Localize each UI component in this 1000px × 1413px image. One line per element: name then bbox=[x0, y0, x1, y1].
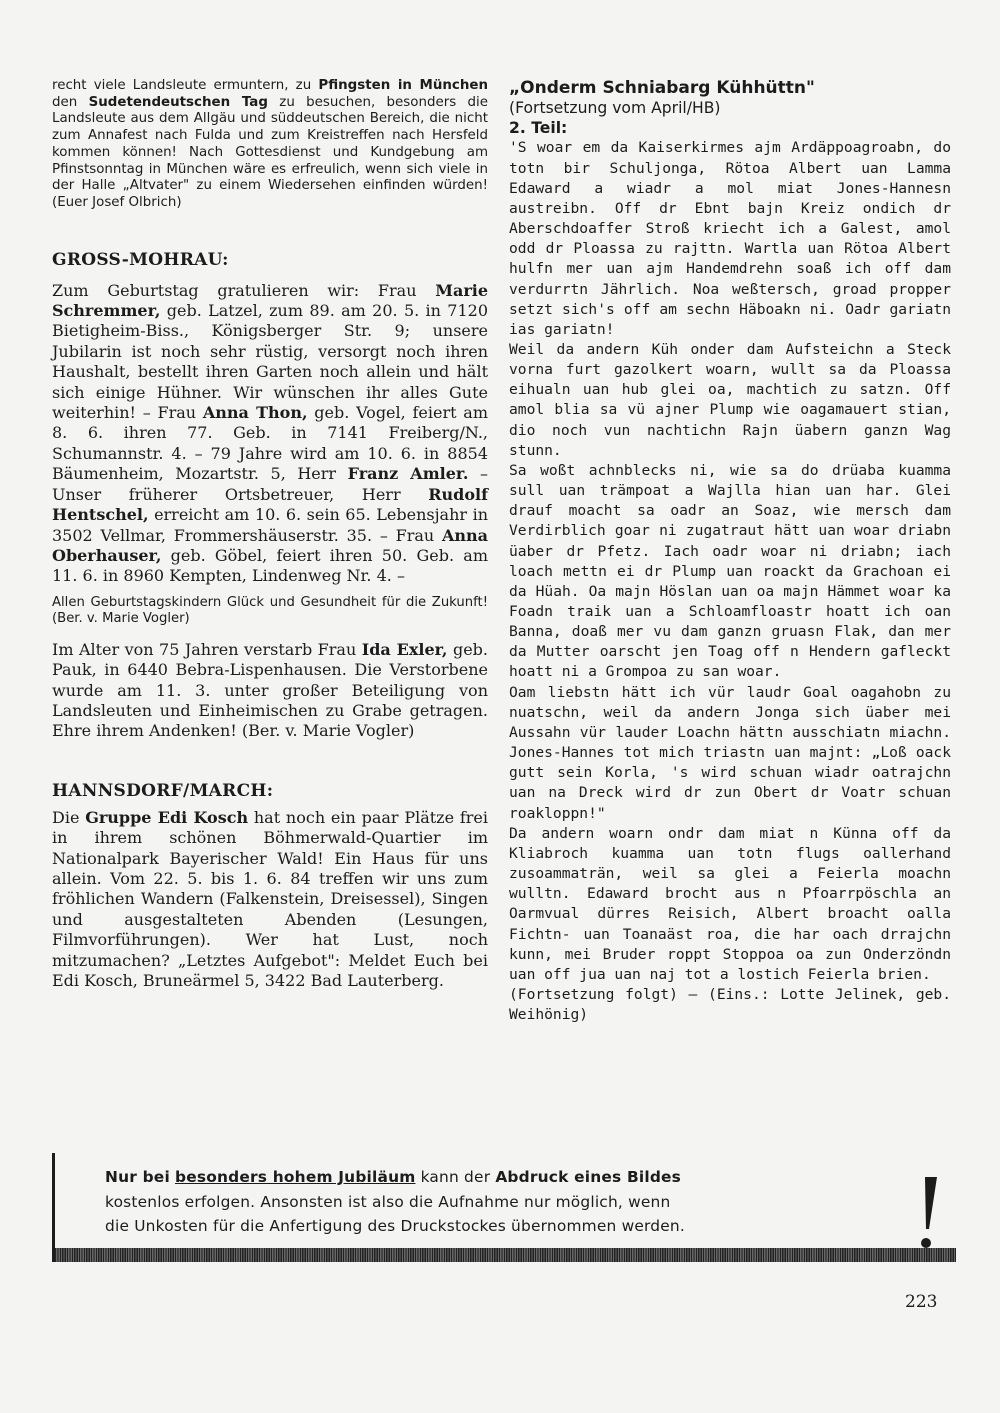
page-number: 223 bbox=[905, 1292, 938, 1312]
hannsdorf-heading: HANNSDORF/MARCH: bbox=[52, 780, 274, 801]
notice-line-2: kostenlos erfolgen. Ansonsten ist also die Aufnahme nur möglich, wenn bbox=[105, 1192, 671, 1211]
notice-bottom-bar bbox=[55, 1248, 956, 1262]
story-title: „Onderm Schniabarg Kühhüttn" bbox=[509, 78, 815, 98]
gross-mohrau-heading: GROSS-MOHRAU: bbox=[52, 249, 229, 270]
exclamation-icon bbox=[913, 1173, 943, 1253]
notice-line-1: Nur bei besonders hohem Jubiläum kann der Abdruck eines Bildes bbox=[105, 1168, 682, 1186]
gross-mohrau-obituary: Im Alter von 75 Jahren verstarb Frau Ida Exler, geb. Pauk, in 6440 Bebra-Lispenhausen. Die Verstorbene wurde am 11. 3. unter großer Beteiligung von Landsleuten und Einheimischen zu Grabe getragen. Ehre ihrem Andenken! (Ber. v. Marie Vogler) bbox=[52, 639, 489, 741]
gross-mohrau-note: Allen Geburtstagskindern Glück und Gesundheit für die Zukunft! (Ber. v. Marie Vogler) bbox=[52, 594, 488, 627]
intro-paragraph: recht viele Landsleute ermuntern, zu Pfingsten in München den Sudetendeutschen Tag zu besuchen, besonders die Landsleute aus dem Allgäu und süddeutschen Bereich, die nicht zum Annafest nach Fulda und zum Kreistreffen nach Hersfeld kommen können! Nach Gottesdienst und Kundgebung am Pfinstsonntag in München wäre es erfreulich, wenn sich viele in der Halle „Altvater" zu einem Wiedersehen einfinden würden! (Euer Josef Olbrich) bbox=[52, 78, 488, 210]
right-column bbox=[509, 78, 951, 1025]
story-paragraph: Oam liebstn hätt ich vür laudr Goal oagahobn zu nuatschn, weil da andern Jonga sich üaber mei Aussahn vür lauder Loachn hättn ausschiatn miachn. Jones-Hannes tot mich triastn uan majnt: „Loß oack gutt sein Korla, 's wird schuan wiadr oatrajchn uan na Dreck wird dr zun Obert dr Voatr schuan roakloppn!" bbox=[509, 683, 951, 822]
notice-box bbox=[52, 1153, 953, 1262]
notice-text bbox=[105, 1165, 860, 1239]
hannsdorf-paragraph: Die Gruppe Edi Kosch hat noch ein paar Plätze frei in ihrem schönen Böhmerwald-Quartier im Nationalpark Bayerischer Wald! Ein Haus für uns allein. Vom 22. 5. bis 1. 6. 84 treffen wir uns zum fröhlichen Wandern (Falkenstein, Dreisessel), Singen und ausgestalteten Abenden (Lesungen, Filmvorführungen). Wer hat Lust, noch mitzumachen? „Letztes Aufgebot": Meldet Euch bei Edi Kosch, Bruneärmel 5, 3422 Bad Lauterberg. bbox=[52, 807, 489, 990]
story-paragraph: Da andern woarn ondr dam miat n Künna off da Kliabroch kuamma uan totn flugs oallerhand zusoammaträn, weil sa glei a Feierla moachn wulltn. Edaward brocht aus n Pfoarrpöschla an Oarmvual dürres Reisich, Albert broacht oalla Fichtn- uan Toanaäst roa, die har oach drrajchn kunn, mei Bruder roppt Stoppoa oa zun Onderzöndn uan off jua uan naj tot a lostich Feierla brien. bbox=[509, 824, 951, 983]
story-continuation-note: (Fortsetzung folgt) – (Eins.: Lotte Jelinek, geb. Weihönig) bbox=[509, 985, 951, 1024]
story-part: 2. Teil: bbox=[509, 119, 568, 138]
story-paragraph: Sa woßt achnblecks ni, wie sa do drüaba kuamma sull uan trämpoat a Wajlla hian uan har. Glei drauf moacht sa oadr an Soaz, wie mersch dam Verdirblich goar ni zugatraut hätt uan woar driabn üaber dr Pfetz. Iach oadr woar ni driabn; iach loach mettn ei dr Plump uan roackt da Grachoan ei da Hüah. Oa majn Höslan uan oa majn Hämmet woar ka Foadn traik uan a Schloamfloastr hoatt ich oan Banna, doaß mer vu dam ganzn gruasn Flak, dan mer da Mutter oarscht jen Toag off n Hendern gafleckt hoatt ni a Grompoa zu san woar. bbox=[509, 461, 951, 681]
story-subtitle: (Fortsetzung vom April/HB) bbox=[509, 99, 721, 117]
left-column bbox=[52, 78, 488, 991]
story-paragraph: Weil da andern Küh onder dam Aufsteichn a Steck vorna furt gazolkert woarn, wullt sa da Ploassa eihualn uan hub glei oa, machtich zu satzn. Off amol blia sa vü ajner Plump wie oagamauert stian, dio noch vun nachtichn Rajn üabern ganzn Wag stunn. bbox=[509, 340, 951, 459]
gross-mohrau-birthdays: Zum Geburtstag gratulieren wir: Frau Marie Schremmer, geb. Latzel, zum 89. am 20. 5. in 7120 Bietigheim-Biss., Königsberger Str. 9; unsere Jubilarin ist noch sehr rüstig, versorgt noch ihren Haushalt, bestellt ihren Garten noch allein und hält sich einige Hühner. Wir wünschen ihr alles Gute weiterhin! – Frau Anna Thon, geb. Vogel, feiert am 8. 6. ihren 77. Geb. in 7141 Freiberg/N., Schumannstr. 4. – 79 Jahre wird am 10. 6. in 8854 Bäumenheim, Mozartstr. 5, Herr Franz Amler. – Unser früherer Ortsbetreuer, Herr Rudolf Hentschel, erreicht am 10. 6. sein 65. Lebensjahr in 3502 Vellmar, Frommershäuserstr. 35. – Frau Anna Oberhauser, geb. Göbel, feiert ihren 50. Geb. am 11. 6. in 8960 Kempten, Lindenweg Nr. 4. – bbox=[52, 280, 488, 586]
story-paragraph: 'S woar em da Kaiserkirmes ajm Ardäppoagroabn, do totn bir Schuljonga, Rötoa Albert uan Lamma Edaward a wiadr a mol miat Jones-Hannesn austreibn. Off dr Ebnt bajn Kreiz ondich dr Aberschdoaffer Stroß kriecht ich a Galest, amol odd dr Ploassa zu rajttn. Wartla uan Rötoa Albert hulfn mer uan ajm Handemdrehn soaß ich off dam verdurrtn Jährlich. Noa weßtersch, groad propper setzt sich's off am sechn Häboakn ni. Oadr gariatn ias gariatn! bbox=[509, 139, 951, 338]
notice-line-3: die Unkosten für die Anfertigung des Druckstockes übernommen werden. bbox=[105, 1217, 685, 1235]
